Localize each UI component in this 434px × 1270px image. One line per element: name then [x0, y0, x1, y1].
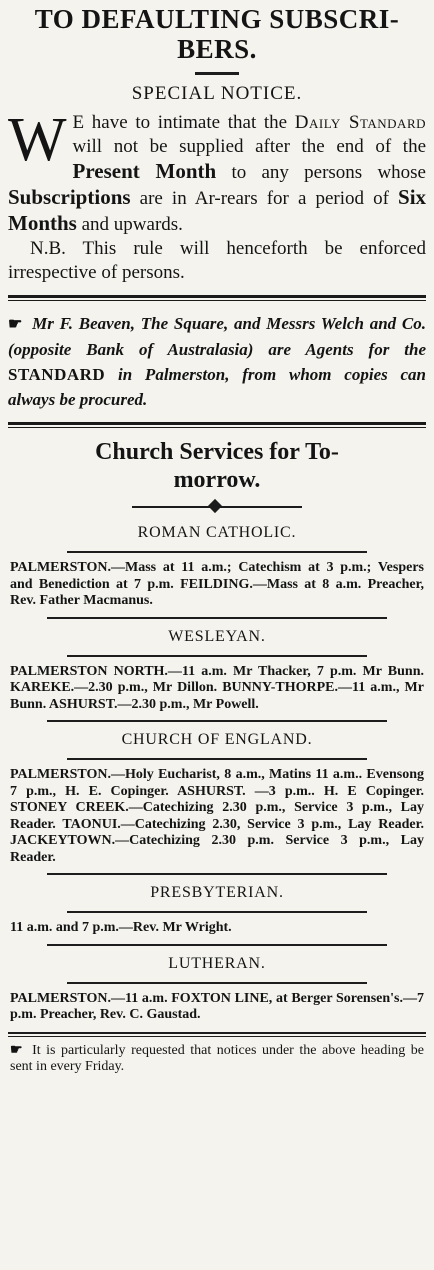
notice-text-c: to any persons whose [231, 162, 426, 183]
notice-title-line1: TO DEFAULTING SUBSCRI- [34, 4, 400, 34]
pointing-hand-icon: ☛ [10, 1042, 23, 1058]
denomination-heading: LUTHERAN. [168, 954, 266, 972]
divider [8, 422, 426, 428]
service-text: PALMERSTON NORTH.—11 a.m. Mr Thacker, 7 p.m. Mr Bunn. KAREKE.—2.30 p.m., Mr Dillon. BUNNY-THORPE.—11 a.m., Mr Bunn. ASHURST.—2.30 p.m., Mr Powell. [10, 663, 424, 712]
nb-text: N.B. This rule will henceforth be enforced irrespective of persons. [8, 238, 426, 283]
subscriptions-word: Subscriptions [8, 185, 131, 209]
agents-dard: DARD [54, 365, 106, 384]
divider [47, 720, 387, 722]
divider [47, 944, 387, 946]
denomination-heading: ROMAN CATHOLIC. [137, 524, 297, 541]
denomination-heading: WESLEYAN. [168, 627, 266, 645]
footer-note [10, 1043, 424, 1076]
notice-paragraph [8, 106, 427, 237]
service-text: PALMERSTON.—Holy Eucharist, 8 a.m., Matins 11 a.m.. Evensong 7 p.m., H. E. Copinger. ASHURST. —3 p.m.. H. E Copinger. STONEY CREEK.—Catechizing 2.30 p.m., Service 3 p.m., Lay Reader. TAONUI.—Catechizing 2.30, Service 3 p.m., Lay Reader. JACKEYTOWN.—Catechizing 2.30 p.m. Service 3 p.m., Lay Reader. [10, 767, 424, 865]
pointing-hand-icon: ☛ [8, 316, 23, 333]
service-section-wesleyan [8, 626, 426, 714]
service-text: 11 a.m. and 7 p.m.—Rev. Mr Wright. [10, 920, 232, 935]
denomination-heading: CHURCH OF ENGLAND. [121, 731, 313, 748]
newspaper-column [0, 4, 434, 1270]
agents-notice [8, 311, 426, 412]
notice-text-d: are in Ar-rears for a period of [139, 188, 389, 209]
footer-note-text: It is particularly requested that notices under the above heading be sent in every Friday. [10, 1042, 424, 1074]
diamond-divider [132, 500, 302, 514]
notice-text-b: will not be supplied after the end of the [72, 136, 426, 157]
agents-text-a: Mr F. Beaven, The Square, and Messrs Welch and Co. (opposite Bank of Australasia) are Agents for the [8, 314, 427, 359]
divider [67, 758, 367, 760]
divider [67, 655, 367, 657]
divider [8, 295, 426, 301]
church-title-line2: morrow. [173, 467, 261, 493]
notice-text-a: E have to intimate that the [72, 112, 288, 133]
six-months: Six Months [8, 185, 427, 235]
notice-title-line2: BERS. [177, 34, 257, 64]
notice-title [8, 4, 426, 64]
divider [67, 982, 367, 984]
diamond-ornament-icon [208, 499, 222, 513]
present-month: Present Month [72, 159, 217, 183]
agents-stan: STAN [8, 365, 55, 384]
divider [47, 617, 387, 619]
agents-text-b: in Palmerston, from whom copies can always be procured. [8, 365, 426, 409]
special-notice-heading: SPECIAL NOTICE. [131, 83, 303, 104]
divider [67, 911, 367, 913]
divider [8, 1032, 426, 1037]
service-section-lutheran [8, 953, 426, 1024]
service-section-church-of-england [8, 729, 426, 866]
paper-name: Daily Standard [294, 112, 426, 133]
divider [195, 72, 239, 75]
divider [47, 873, 387, 875]
denomination-heading: PRESBYTERIAN. [150, 884, 284, 901]
nb-paragraph [8, 237, 426, 285]
service-section-roman-catholic [8, 522, 426, 610]
service-section-presbyterian [8, 882, 426, 937]
church-services-title [8, 438, 426, 494]
church-title-line1: Church Services for To- [95, 439, 339, 465]
service-text: PALMERSTON.—Mass at 11 a.m.; Catechism at 3 p.m.; Vespers and Benediction at 7 p.m. FEILDING.—Mass at 8 a.m. Preacher, Rev. Father Macmanus. [10, 560, 424, 608]
service-text: PALMERSTON.—11 a.m. FOXTON LINE, at Berger Sorensen's.—7 p.m. Preacher, Rev. C. Gaustad. [10, 990, 424, 1022]
divider [67, 551, 367, 553]
dropcap: W [8, 106, 67, 174]
notice-text-e: and upwards. [81, 214, 183, 235]
